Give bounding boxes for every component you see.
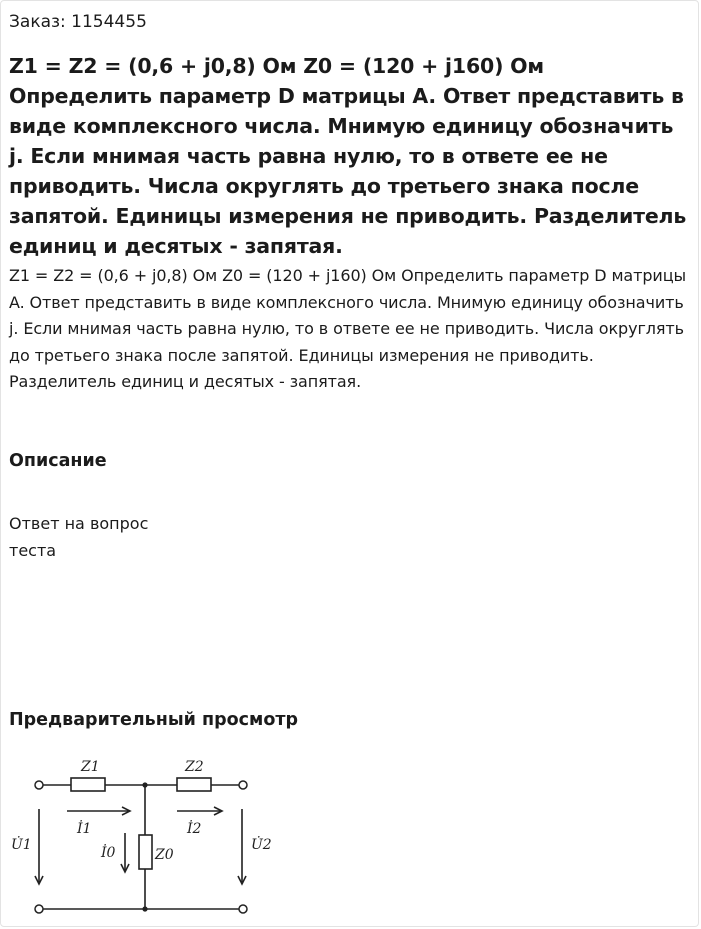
description-text: Ответ на вопрос теста <box>9 514 149 560</box>
task-title: Z1 = Z2 = (0,6 + j0,8) Ом Z0 = (120 + j160) Ом Определить параметр D матрицы A. Ответ представить в виде комплексного числа. Мнимую единицу обозначить j. Если мнимая часть равна нулю, то в ответе ее не приводить. Числа округлять до третьего знака после запятой. Единицы измерения не приводить. Разделитель единиц и десятых - запятая. <box>9 54 687 258</box>
order-id: Заказ: 1154455 <box>9 12 147 32</box>
label-z1: Z1 <box>81 759 100 775</box>
terminal-out-bottom <box>239 905 247 913</box>
label-u2: U̇2 <box>251 837 272 853</box>
preview-heading: Предварительный просмотр <box>9 710 299 730</box>
label-u1: U̇1 <box>11 837 32 853</box>
terminal-in-top <box>35 781 43 789</box>
junction-top <box>142 782 147 787</box>
resistor-z2 <box>177 778 211 791</box>
circuit-diagram <box>1 743 301 927</box>
terminal-in-bottom <box>35 905 43 913</box>
label-z2: Z2 <box>185 759 204 775</box>
resistor-z0 <box>139 835 152 869</box>
label-i0: İ0 <box>101 845 116 861</box>
description-heading: Описание <box>9 451 107 471</box>
junction-bottom <box>142 906 147 911</box>
task-text: Z1 = Z2 = (0,6 + j0,8) Ом Z0 = (120 + j160) Ом Определить параметр D матрицы A. Ответ представить в виде комплексного числа. Мнимую единицу обозначить j. Если мнимая часть равна нулю, то в ответе ее не приводить. Числа округлять до третьего знака после запятой. Единицы измерения не приводить. Разделитель единиц и десятых - запятая. <box>9 266 687 391</box>
label-i1: İ1 <box>77 821 92 837</box>
label-z0: Z0 <box>155 847 174 863</box>
terminal-out-top <box>239 781 247 789</box>
label-i2: İ2 <box>187 821 202 837</box>
resistor-z1 <box>71 778 105 791</box>
